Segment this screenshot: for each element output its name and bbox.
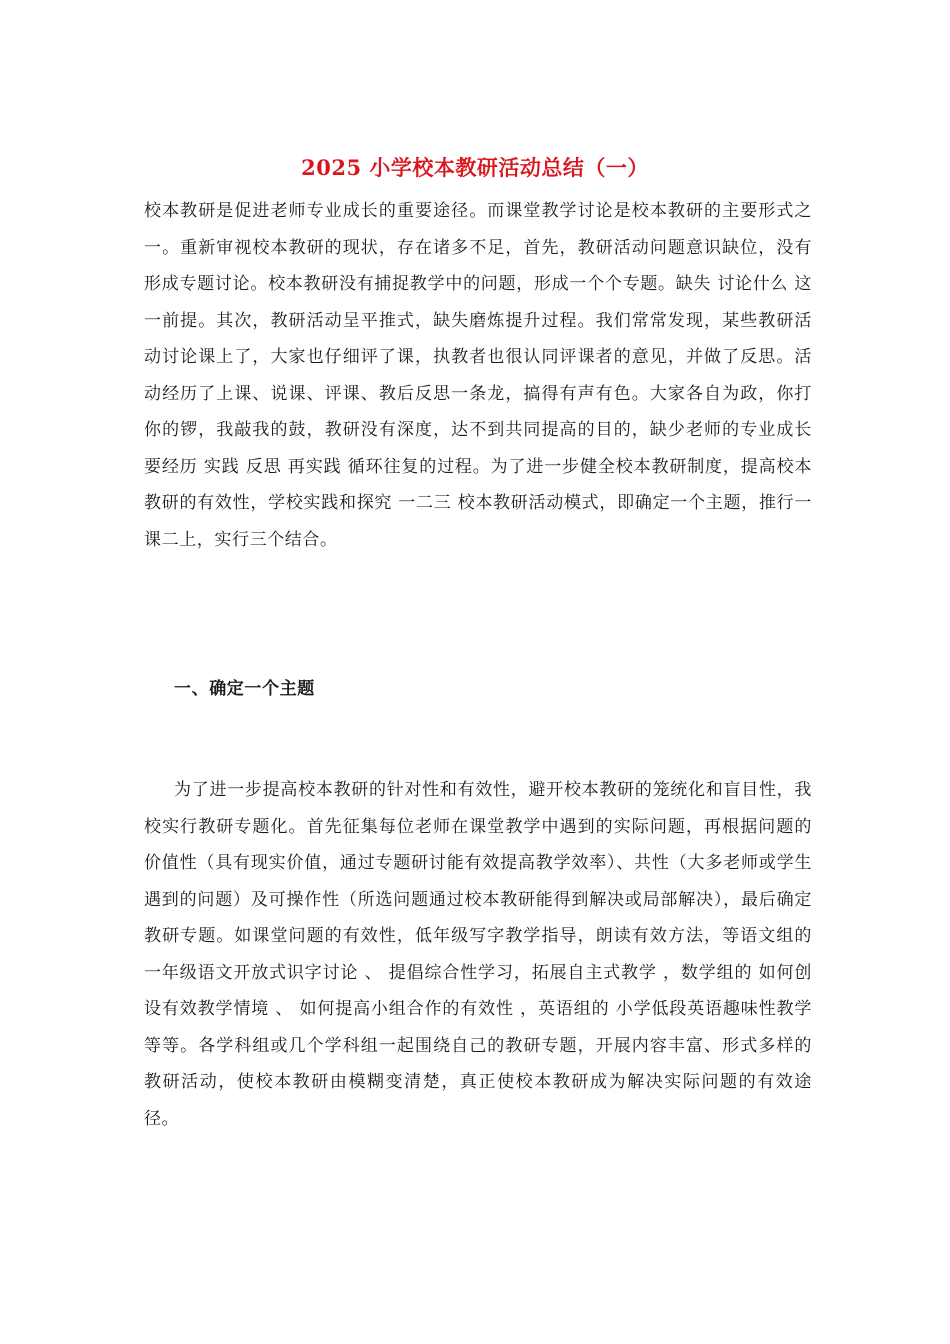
section-heading: 一、确定一个主题 <box>174 679 315 699</box>
section-paragraph: 为了进一步提高校本教研的针对性和有效性，避开校本教研的笼统化和盲目性，我校实行教研专题化。首先征集每位老师在课堂教学中遇到的实际问题，再根据问题的价值性（具有现实价值，通过专题研讨能有效提高教学效率）、共性（大多老师或学生遇到的问题）及可操作性（所选问题通过校本教研能得到解决或局部解决），最后确定教研专题。如课堂问题的有效性，低年级写字教学指导，朗读有效方法，等语文组的 一年级语文开放式识字讨论 、 提倡综合性学习，拓展自主式教学 ，数学组的 如何创设有效教学情境 、 如何提高小组合作的有效性 ，英语组的 小学低段英语趣味性教学 等等。各学科组或几个学科组一起围绕自己的教研专题，开展内容丰富、形式多样的教研活动，使校本教研由模糊变清楚，真正使校本教研成为解决实际问题的有效途径。 <box>144 780 812 1129</box>
intro-paragraph: 校本教研是促进老师专业成长的重要途径。而课堂教学讨论是校本教研的主要形式之一。重新审视校本教研的现状，存在诸多不足，首先，教研活动问题意识缺位，没有形成专题讨论。校本教研没有捕捉教学中的问题，形成一个个专题。缺失 讨论什么 这一前提。其次，教研活动呈平推式，缺失磨炼提升过程。我们常常发现，某些教研活动讨论课上了，大家也仔细评了课，执教者也很认同评课者的意见，并做了反思。活动经历了上课、说课、评课、教后反思一条龙，搞得有声有色。大家各自为政，你打你的锣，我敲我的鼓，教研没有深度，达不到共同提高的目的，缺少老师的专业成长要经历 实践 反思 再实践 循环往复的过程。为了进一步健全校本教研制度，提高校本教研的有效性，学校实践和探究 一二三 校本教研活动模式，即确定一个主题，推行一课二上，实行三个结合。 <box>144 201 812 550</box>
document-title: 2025 小学校本教研活动总结（一） <box>301 155 649 180</box>
